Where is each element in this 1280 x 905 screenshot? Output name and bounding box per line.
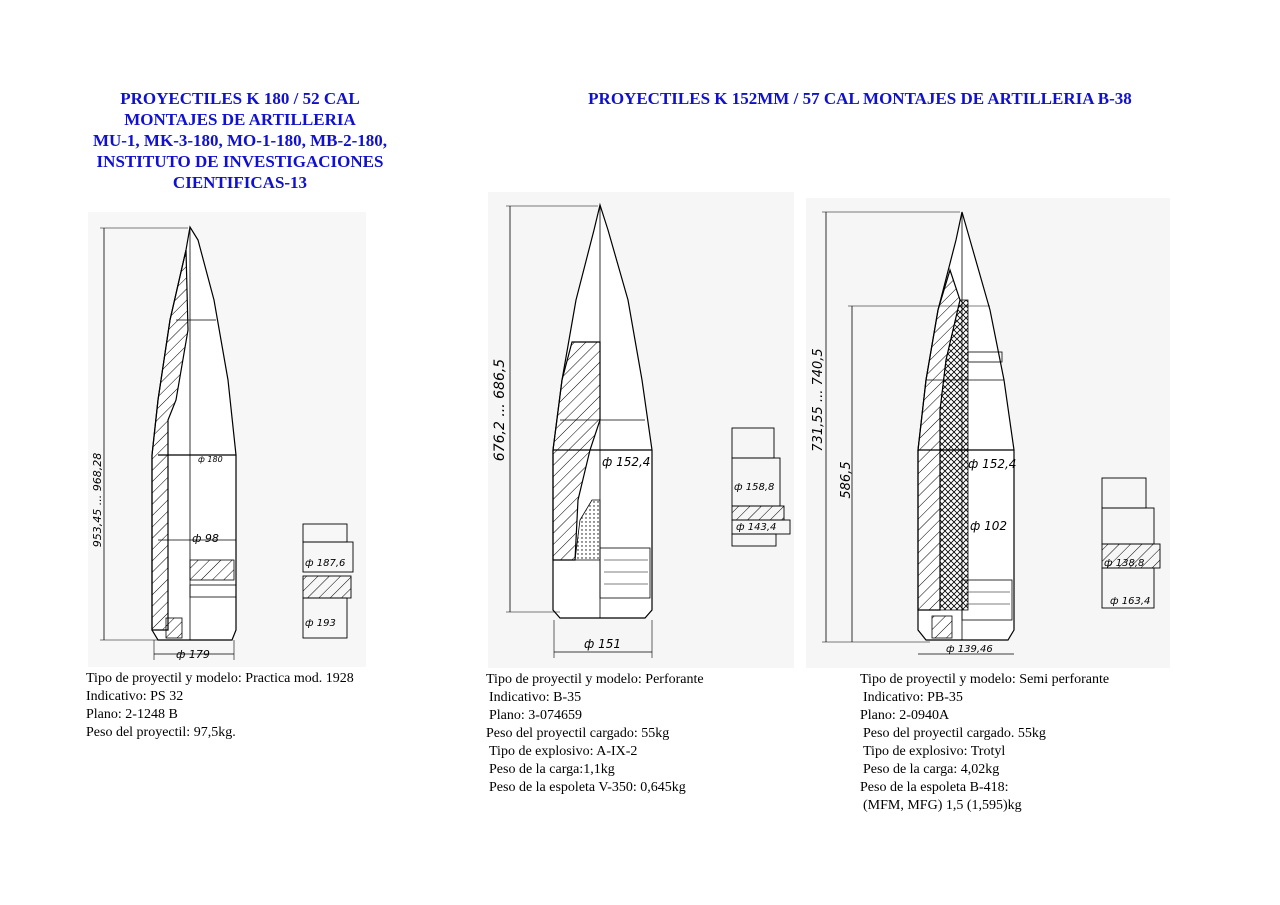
spec-carga: Peso de la carga: 4,02kg: [863, 762, 1000, 777]
shell2-length-label: 676,2 ... 686,5: [492, 358, 508, 462]
shell1-dim: ф 187,6: [305, 558, 346, 569]
spec-plano: Plano: 2-0940A: [860, 708, 950, 723]
title-left-line: PROYECTILES K 180 / 52 CAL: [120, 89, 360, 108]
title-left-line: MONTAJES DE ARTILLERIA: [124, 110, 356, 129]
shell1-dim: ф 179: [176, 648, 210, 661]
spec-espoleta-2: (MFM, MFG) 1,5 (1,595)kg: [863, 798, 1022, 813]
shell1-dim: ф 180: [198, 455, 223, 464]
spec-block-shell-3: [860, 671, 1109, 815]
shell3-length-label-2: 586,5: [839, 461, 854, 499]
shell2-dim: ф 158,8: [734, 482, 775, 493]
spec-carga: Peso de la carga:1,1kg: [489, 762, 615, 777]
title-left-line: INSTITUTO DE INVESTIGACIONES: [96, 152, 384, 171]
spec-block-shell-2: [486, 671, 704, 797]
spec-indicativo: Indicativo: PS 32: [86, 689, 184, 704]
shell2-dim: ф 151: [584, 637, 621, 651]
shell1-dim: ф 98: [192, 532, 219, 545]
spec-peso: Peso del proyectil cargado. 55kg: [863, 726, 1046, 741]
spec-tipo: Tipo de proyectil y modelo: Practica mod. 1928: [86, 671, 354, 686]
spec-tipo: Tipo de proyectil y modelo: Perforante: [486, 672, 704, 687]
shell1-dim: ф 193: [305, 618, 336, 629]
shell-drawing-2: [488, 192, 794, 668]
shell3-dim: ф 152,4: [968, 457, 1017, 471]
title-right: PROYECTILES K 152MM / 57 CAL MONTAJES DE ARTILLERIA B-38: [588, 89, 1132, 108]
spec-plano: Plano: 2-1248 B: [86, 707, 178, 722]
shell3-dim: ф 139,46: [946, 644, 993, 655]
spec-peso: Peso del proyectil cargado: 55kg: [486, 726, 670, 741]
spec-indicativo: Indicativo: PB-35: [863, 690, 963, 705]
shell3-length-label: 731,55 ... 740,5: [811, 348, 826, 452]
shell3-dim: ф 163,4: [1110, 596, 1151, 607]
spec-peso: Peso del proyectil: 97,5kg.: [86, 725, 236, 740]
title-left-line: CIENTIFICAS-13: [172, 173, 308, 192]
shell-drawing-1: [88, 212, 366, 667]
spec-espoleta: Peso de la espoleta V-350: 0,645kg: [489, 780, 686, 795]
spec-tipo: Tipo de proyectil y modelo: Semi perforante: [860, 672, 1110, 687]
title-left-line: MU-1, MK-3-180, MO-1-180, MB-2-180,: [92, 131, 388, 150]
spec-explosivo: Tipo de explosivo: Trotyl: [863, 744, 1006, 759]
spec-block-shell-1: [86, 670, 354, 742]
shell2-dim: ф 143,4: [736, 522, 777, 533]
spec-explosivo: Tipo de explosivo: A-IX-2: [489, 744, 638, 759]
shell1-length-label: 953,45 ... 968,28: [91, 452, 104, 548]
spec-indicativo: Indicativo: B-35: [489, 690, 582, 705]
spec-plano: Plano: 3-074659: [489, 708, 582, 723]
shell3-dim: ф 138,8: [1104, 558, 1145, 569]
shell2-dim: ф 152,4: [602, 455, 651, 469]
spec-espoleta: Peso de la espoleta B-418:: [860, 780, 1009, 795]
shell3-dim: ф 102: [970, 519, 1007, 533]
